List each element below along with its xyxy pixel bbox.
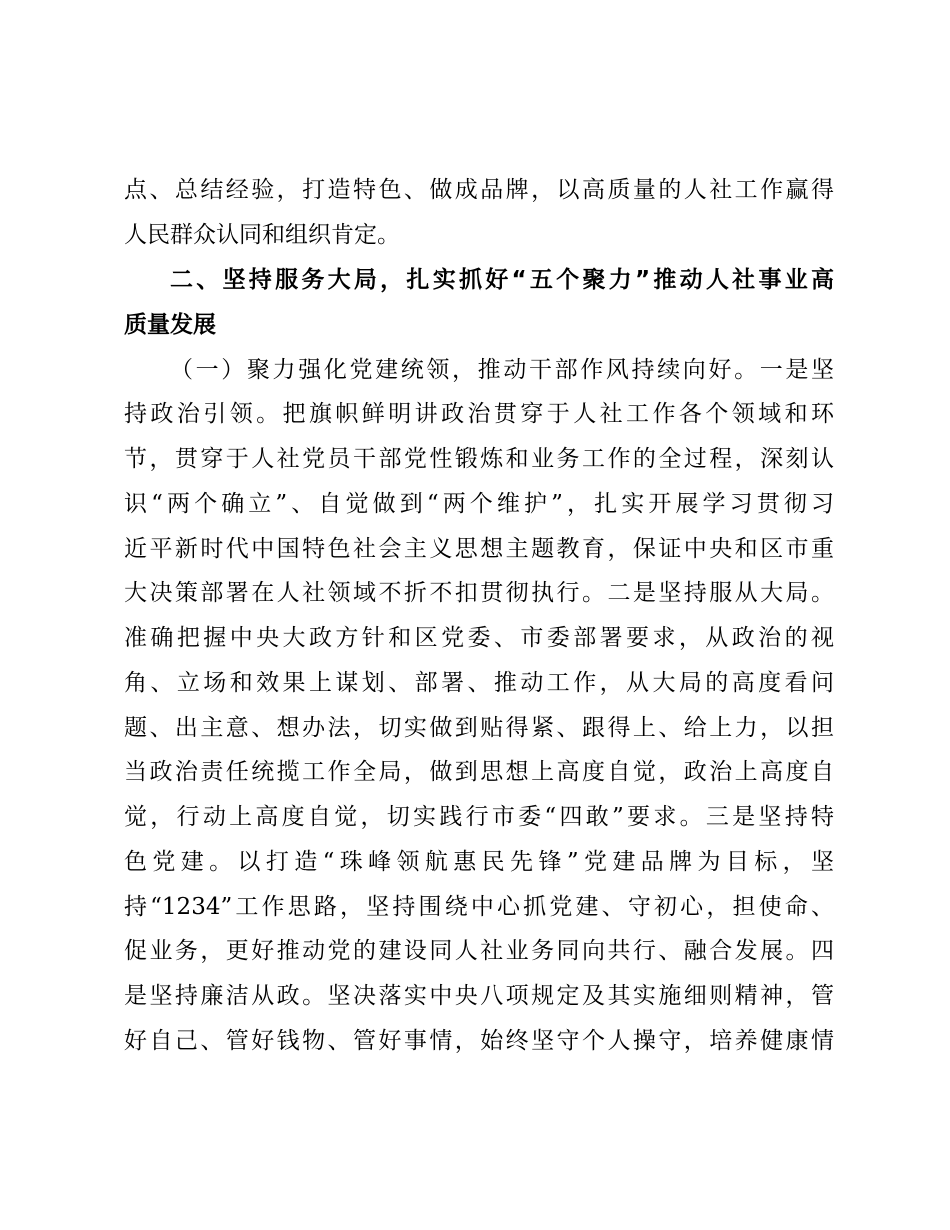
document-page <box>124 0 834 1230</box>
paragraph-line: 持政治引领。把旗帜鲜明讲政治贯穿于人社工作各个领域和环 <box>124 401 834 427</box>
paragraph-line: （一）聚力强化党建统领，推动干部作风持续向好。一是坚 <box>170 357 834 383</box>
section-heading-line: 质量发展 <box>124 312 216 338</box>
paragraph-line: 好自己、管好钱物、管好事情，始终坚守个人操守，培养健康情 <box>124 1028 834 1054</box>
paragraph-line: 是坚持廉洁从政。坚决落实中央八项规定及其实施细则精神，管 <box>124 983 834 1009</box>
paragraph-line: 人民群众认同和组织肯定。 <box>124 222 400 248</box>
section-heading-line: 二、坚持服务大局，扎实抓好“五个聚力”推动人社事业高 <box>170 267 834 293</box>
paragraph-line: 点、总结经验，打造特色、做成品牌，以高质量的人社工作赢得 <box>124 177 834 203</box>
paragraph-line: 促业务，更好推动党的建设同人社业务同向共行、融合发展。四 <box>124 938 834 964</box>
paragraph-line: 当政治责任统揽工作全局，做到思想上高度自觉，政治上高度自 <box>124 759 834 785</box>
paragraph-line: 准确把握中央大政方针和区党委、市委部署要求，从政治的视 <box>124 625 834 651</box>
paragraph-line: 色党建。以打造“珠峰领航惠民先锋”党建品牌为目标，坚 <box>124 849 834 875</box>
paragraph-line: 大决策部署在人社领域不折不扣贯彻执行。二是坚持服从大局。 <box>124 580 834 606</box>
paragraph-line: 节，贯穿于人社党员干部党性锻炼和业务工作的全过程，深刻认 <box>124 446 834 472</box>
paragraph-line: 角、立场和效果上谋划、部署、推动工作，从大局的高度看问 <box>124 670 834 696</box>
paragraph-line: 近平新时代中国特色社会主义思想主题教育，保证中央和区市重 <box>124 536 834 562</box>
paragraph-line: 持“1234”工作思路，坚持围绕中心抓党建、守初心，担使命、 <box>124 894 834 920</box>
paragraph-line: 识“两个确立”、自觉做到“两个维护”，扎实开展学习贯彻习 <box>124 491 834 517</box>
paragraph-line: 觉，行动上高度自觉，切实践行市委“四敢”要求。三是坚持特 <box>124 804 834 830</box>
paragraph-line: 题、出主意、想办法，切实做到贴得紧、跟得上、给上力，以担 <box>124 715 834 741</box>
